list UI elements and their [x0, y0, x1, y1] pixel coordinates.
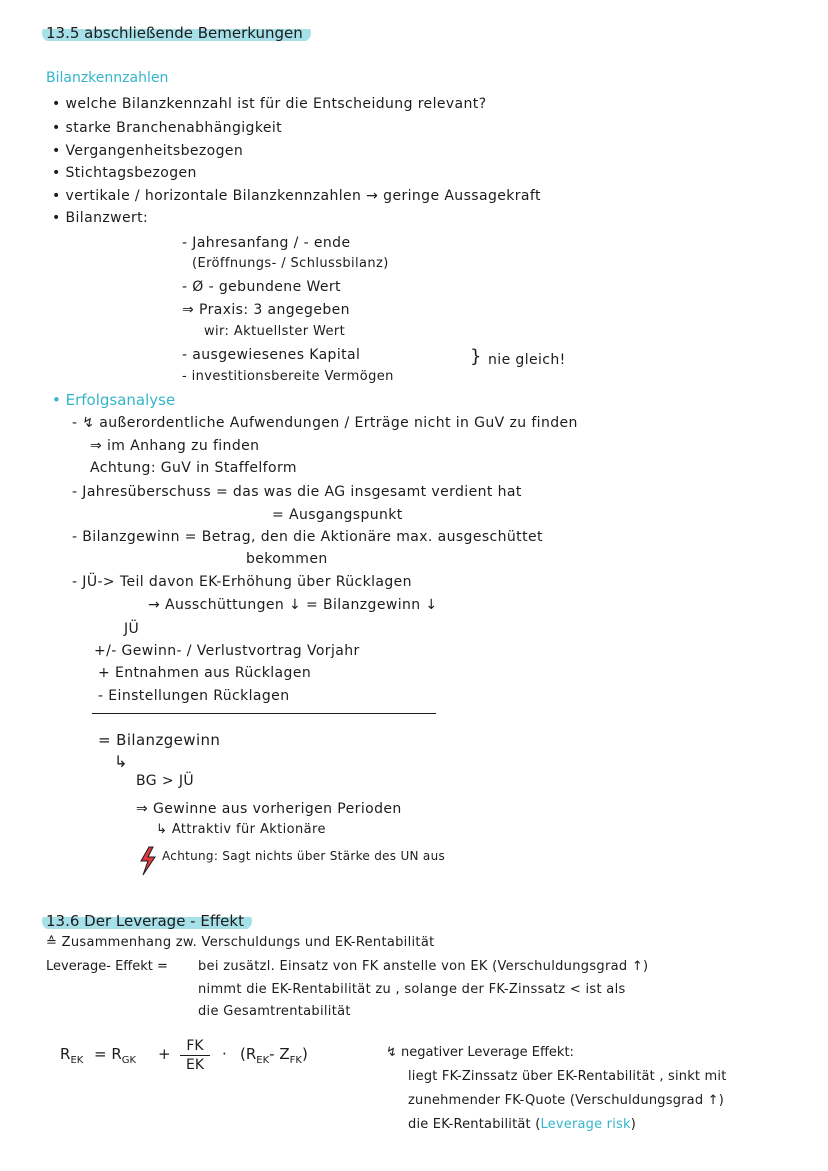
erfolg-line-8: - JÜ-> Teil davon EK-Erhöhung über Rücklagen [72, 574, 412, 590]
erfolg-line-3: Achtung: GuV in Staffelform [90, 460, 297, 476]
erfolg-line-9: → Ausschüttungen ↓ = Bilanzgewinn ↓ [148, 597, 438, 613]
bullet-6: • Bilanzwert: [52, 210, 149, 226]
formula-sub-fk: FK [289, 1055, 302, 1066]
definition-line-1: bei zusätzl. Einsatz von FK anstelle von EK (Verschuldungsgrad ↑) [198, 959, 649, 974]
erfolg-line-2: ⇒ im Anhang zu finden [90, 438, 260, 454]
erfolg-line-4: - Jahresüberschuss = das was die AG insgesamt verdient hat [72, 484, 522, 500]
formula-sub-ek: EK [70, 1055, 84, 1066]
bilanzkennzahlen-heading: Bilanzkennzahlen [46, 70, 169, 86]
leverage-risk-highlight: Leverage risk [540, 1117, 631, 1132]
definition-line-2: nimmt die EK-Rentabilität zu , solange der FK-Zinssatz < ist als [198, 982, 626, 997]
bullet-2: • starke Branchenabhängigkeit [52, 120, 283, 136]
negative-leverage-line-3 [408, 1118, 636, 1133]
definition-label: Leverage- Effekt = [46, 959, 168, 974]
formula-rgk [94, 1045, 137, 1066]
erfolg-line-5: = Ausgangspunkt [272, 507, 403, 523]
negative-leverage-line-1: liegt FK-Zinssatz über EK-Rentabilität , sinkt mit [408, 1069, 727, 1084]
definition-line-3: die Gesamtrentabilität [198, 1004, 351, 1019]
brace-icon: } [470, 346, 482, 367]
neg3-text: die EK-Rentabilität ( [408, 1117, 541, 1132]
calc-row-bg-gt-ju: BG > JÜ [136, 773, 195, 789]
calc-row-bilanzgewinn: = Bilanzgewinn [98, 731, 221, 749]
formula-paren-close: ) [301, 1045, 308, 1063]
erfolg-line-6: - Bilanzgewinn = Betrag, den die Aktionäre max. ausgeschüttet [72, 529, 543, 545]
calc-row-gewinne: ⇒ Gewinne aus vorherigen Perioden [136, 801, 402, 817]
formula-minus: - Z [269, 1045, 290, 1063]
calc-row-einstellungen: - Einstellungen Rücklagen [98, 688, 290, 704]
formula-denominator: EK [185, 1057, 205, 1073]
formula-r: R [60, 1045, 71, 1063]
bilanzwert-line-3: - Ø - gebundene Wert [182, 279, 341, 295]
erfolg-line-1: - ↯ außerordentliche Aufwendungen / Erträge nicht in GuV zu finden [72, 415, 578, 431]
curved-arrow-icon: ↳ [114, 752, 128, 771]
calc-sum-rule [92, 713, 436, 714]
bilanzwert-line-2: (Eröffnungs- / Schlussbilanz) [192, 256, 389, 271]
formula-numerator: FK [186, 1038, 204, 1054]
section-title-13-6: 13.6 Der Leverage - Effekt [42, 912, 252, 930]
formula-paren [240, 1045, 308, 1066]
erfolg-line-7: bekommen [246, 551, 328, 567]
formula-fraction [180, 1038, 210, 1073]
neg3-end: ) [630, 1117, 637, 1132]
formula-paren-open: (R [240, 1045, 257, 1063]
bilanzwert-line-6: - ausgewiesenes Kapital [182, 347, 361, 363]
formula-dot: · [222, 1045, 227, 1063]
bilanzwert-line-7: - investitionsbereite Vermögen [182, 369, 394, 384]
bilanzwert-line-4: ⇒ Praxis: 3 angegeben [182, 302, 350, 318]
negative-leverage-heading: ↯ negativer Leverage Effekt: [386, 1045, 574, 1060]
brace-note: nie gleich! [488, 352, 566, 368]
bilanzwert-line-1: - Jahresanfang / - ende [182, 235, 351, 251]
negative-leverage-line-2: zunehmender FK-Quote (Verschuldungsgrad ↑) [408, 1093, 725, 1108]
calc-row-attraktiv: ↳ Attraktiv für Aktionäre [156, 822, 326, 837]
bullet-4: • Stichtagsbezogen [52, 165, 197, 181]
section-title-13-5: 13.5 abschließende Bemerkungen [42, 24, 311, 42]
bullet-1: • welche Bilanzkennzahl ist für die Entscheidung relevant? [52, 96, 487, 112]
lightning-bolt-icon [138, 846, 158, 876]
formula-sub-gk: GK [121, 1055, 137, 1066]
formula-plus: + [158, 1045, 171, 1063]
erfolgsanalyse-heading: • Erfolgsanalyse [52, 391, 176, 409]
zusammenhang-line: ≙ Zusammenhang zw. Verschuldungs und EK-Rentabilität [46, 935, 435, 950]
calc-row-vortrag: +/- Gewinn- / Verlustvortrag Vorjahr [94, 643, 360, 659]
fraction-bar [180, 1055, 210, 1056]
calc-row-entnahmen: + Entnahmen aus Rücklagen [98, 665, 312, 681]
calc-row-achtung: Achtung: Sagt nichts über Stärke des UN aus [162, 849, 446, 863]
formula-sub-ek2: EK [256, 1055, 270, 1066]
formula-lhs [60, 1045, 84, 1066]
calc-row-ju: JÜ [124, 621, 140, 637]
bullet-3: • Vergangenheitsbezogen [52, 143, 244, 159]
bilanzwert-line-5: wir: Aktuellster Wert [204, 324, 346, 339]
formula-eq: = R [94, 1045, 122, 1063]
bullet-5: • vertikale / horizontale Bilanzkennzahlen → geringe Aussagekraft [52, 188, 541, 204]
